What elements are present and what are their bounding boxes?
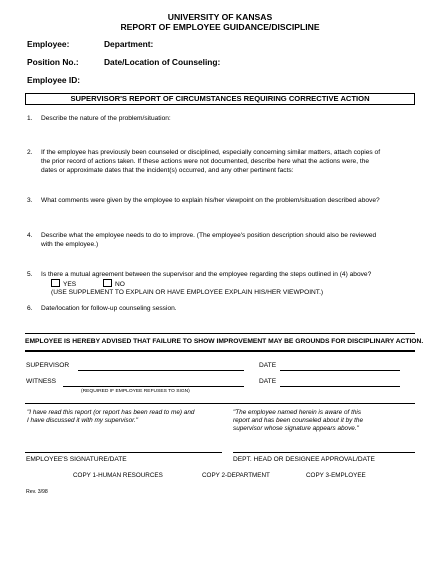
supervisor-date-line[interactable] <box>280 370 400 371</box>
form-title-university: UNIVERSITY OF KANSAS <box>167 12 273 22</box>
question-text: Is there a mutual agreement between the supervisor and the employee regarding the steps outlined in (4) above? <box>41 271 372 278</box>
dept-statement-line3: supervisor whose signature appears above." <box>233 425 359 432</box>
question-text: Describe what the employee needs to do to improve. (The employee's position description should also be reviewed <box>41 232 377 239</box>
employee-signature-label: EMPLOYEE'S SIGNATURE/DATE <box>26 456 127 463</box>
department-label: Department: <box>104 39 154 49</box>
witness-signature-line[interactable] <box>63 386 244 387</box>
supervisor-label: SUPERVISOR <box>26 362 70 369</box>
question-number: 4. <box>27 232 33 239</box>
dept-head-signature-line[interactable] <box>233 452 415 453</box>
question-text: Describe the nature of the problem/situation: <box>41 115 171 122</box>
no-label: NO <box>115 281 125 288</box>
divider <box>25 350 415 352</box>
date-label: DATE <box>259 378 277 385</box>
dept-head-label: DEPT. HEAD OR DESIGNEE APPROVAL/DATE <box>233 456 375 463</box>
dept-statement-line2: report and has been counseled about it by the <box>233 417 364 424</box>
advisory-text: EMPLOYEE IS HEREBY ADVISED THAT FAILURE TO SHOW IMPROVEMENT MAY BE GROUNDS FOR DISCIPLINARY ACTION. <box>25 338 424 345</box>
employee-label: Employee: <box>27 39 70 49</box>
question-number: 3. <box>27 197 33 204</box>
copy-3-label: COPY 3-EMPLOYEE <box>306 472 366 479</box>
employee-statement-line1: "I have read this report (or report has been read to me) and <box>27 409 195 416</box>
dept-statement-line1: "The employee named herein is aware of this <box>233 409 362 416</box>
question-number: 6. <box>27 305 33 312</box>
question-number: 1. <box>27 115 33 122</box>
revision-label: Rev. 3/98 <box>26 489 48 495</box>
question-text: If the employee has previously been counseled or disciplined, especially concerning similar matters, attach copies of <box>41 149 381 156</box>
yes-checkbox[interactable] <box>51 279 60 287</box>
question-text: Date/location for follow-up counseling session. <box>41 305 177 312</box>
position-no-label: Position No.: <box>27 57 79 67</box>
supplement-note: (USE SUPPLEMENT TO EXPLAIN OR HAVE EMPLOYEE EXPLAIN HIS/HER VIEWPOINT.) <box>51 289 324 296</box>
copy-2-label: COPY 2-DEPARTMENT <box>202 472 270 479</box>
question-text: the prior record of actions taken. If these actions were not documented, describe here what the actions were, the <box>41 158 370 165</box>
copy-1-label: COPY 1-HUMAN RESOURCES <box>73 472 163 479</box>
witness-date-line[interactable] <box>280 386 400 387</box>
question-text: What comments were given by the employee to explain his/her viewpoint on the problem/situation described above? <box>41 197 380 204</box>
question-number: 2. <box>27 149 33 156</box>
question-text: dates or approximate dates that the incident(s) occurred, and any other pertinent facts: <box>41 167 294 174</box>
employee-statement-line2: I have discussed it with my supervisor." <box>27 417 139 424</box>
divider <box>25 403 415 404</box>
section-banner: SUPERVISOR'S REPORT OF CIRCUMSTANCES REQUIRING CORRECTIVE ACTION <box>25 93 415 105</box>
form-title: REPORT OF EMPLOYEE GUIDANCE/DISCIPLINE <box>120 22 320 32</box>
question-number: 5. <box>27 271 33 278</box>
witness-note: (REQUIRED IF EMPLOYEE REFUSES TO SIGN) <box>81 389 190 394</box>
yes-label: YES <box>63 281 77 288</box>
question-text: with the employee.) <box>41 241 99 248</box>
date-location-label: Date/Location of Counseling: <box>104 57 221 67</box>
date-label: DATE <box>259 362 277 369</box>
no-checkbox[interactable] <box>103 279 112 287</box>
divider <box>25 333 415 334</box>
supervisor-signature-line[interactable] <box>78 370 244 371</box>
employee-id-label: Employee ID: <box>27 75 81 85</box>
employee-signature-line[interactable] <box>25 452 222 453</box>
witness-label: WITNESS <box>26 378 57 385</box>
